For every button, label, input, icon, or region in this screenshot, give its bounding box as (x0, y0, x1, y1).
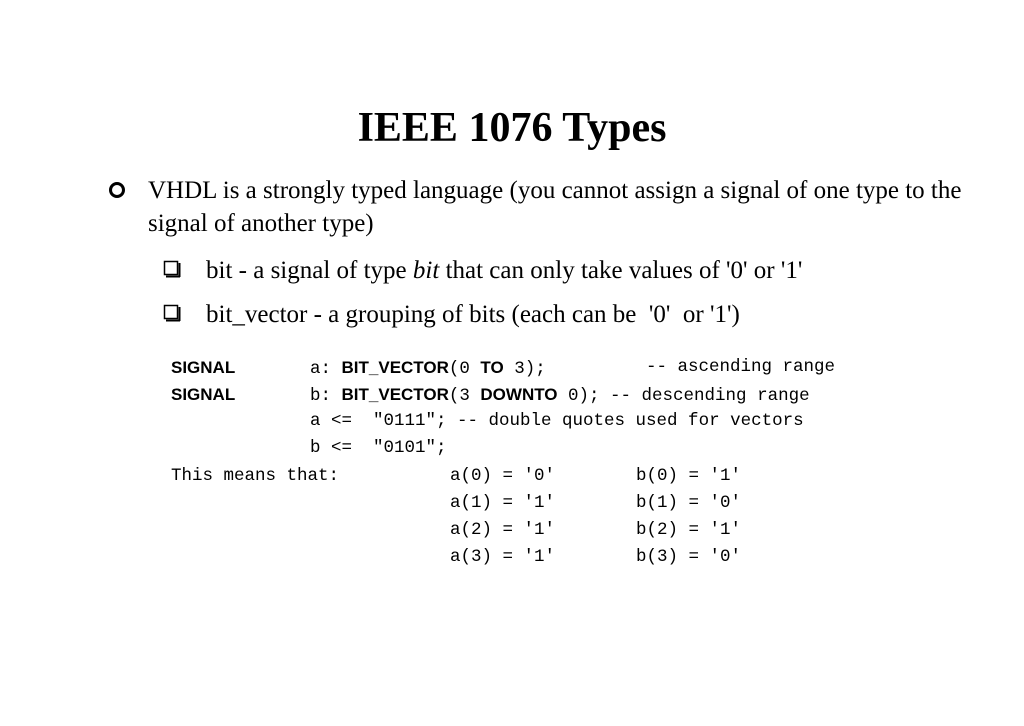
b-value-3: b(3) = '0' (636, 547, 742, 567)
code-line-2 (310, 381, 810, 410)
hollow-square-icon (163, 260, 181, 278)
sub-bullet-bit-text (206, 254, 802, 287)
code-line-3: a <= "0111"; -- double quotes used for vectors (310, 411, 804, 431)
a-value-1: a(1) = '1' (450, 493, 556, 513)
b-value-0: b(0) = '1' (636, 466, 742, 486)
code-line-1-keyword (171, 354, 235, 383)
means-label: This means that: (171, 466, 340, 486)
code-line-2-keyword (171, 381, 235, 410)
keyword-type: BIT_VECTOR (341, 385, 449, 404)
range-open: (3 (448, 386, 481, 406)
keyword-downto: DOWNTO (480, 385, 558, 404)
keyword-signal: SIGNAL (171, 358, 236, 377)
main-bullet-text: VHDL is a strongly typed language (you cannot assign a signal of one type to the signal of another type) (148, 177, 962, 237)
signal-name: a: (310, 359, 342, 379)
sub-bullet-bit-vector (163, 298, 963, 334)
slide-title: IEEE 1076 Types (357, 105, 667, 151)
a-value-0: a(0) = '0' (450, 466, 556, 486)
code-line-1-comment: -- ascending range (646, 357, 836, 377)
text-after: that can only take values of '0' or '1' (439, 257, 803, 284)
range-open: (0 (448, 359, 481, 379)
sub-bullet-bit-vector-text: bit_vector - a grouping of bits (each can be '0' or '1') (206, 301, 740, 328)
range-close: 0); -- descending range (557, 386, 810, 406)
keyword-signal: SIGNAL (171, 385, 236, 404)
b-value-1: b(1) = '0' (636, 493, 742, 513)
sub-bullet-bit (163, 254, 963, 290)
code-line-4: b <= "0101"; (310, 438, 447, 458)
keyword-type: BIT_VECTOR (341, 358, 449, 377)
a-value-2: a(2) = '1' (450, 520, 556, 540)
hollow-square-icon (163, 304, 181, 322)
b-value-2: b(2) = '1' (636, 520, 742, 540)
a-value-3: a(3) = '1' (450, 547, 556, 567)
signal-name: b: (310, 386, 342, 406)
code-line-1 (310, 354, 546, 383)
text-before: bit - a signal of type (206, 257, 413, 284)
range-close: 3); (503, 359, 546, 379)
italic-bit: bit (412, 257, 440, 284)
hollow-circle-icon (108, 181, 126, 199)
keyword-to: TO (480, 358, 504, 377)
